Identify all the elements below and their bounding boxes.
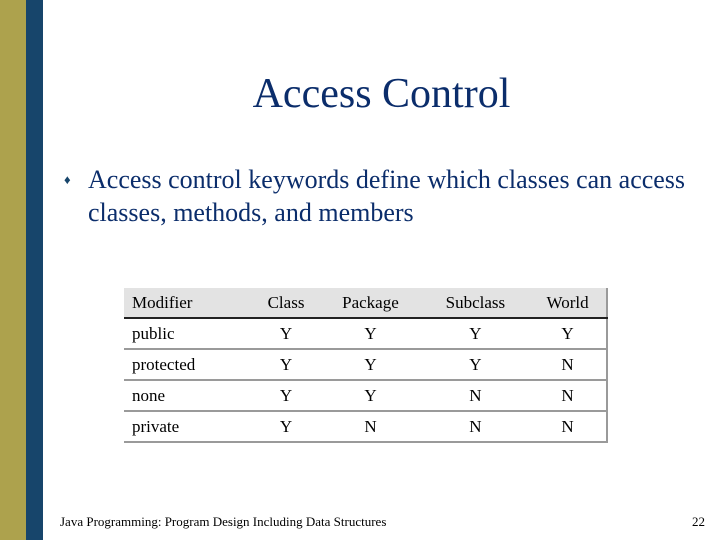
modifier-cell: protected [124,349,253,380]
table-cell: Y [319,380,421,411]
header-cell: Class [253,288,320,318]
table-cell: Y [319,318,421,349]
table-header-row [124,288,607,318]
slide-title: Access Control [252,71,511,117]
table-cell: Y [253,318,320,349]
left-olive-bar [0,0,26,540]
header-cell: Package [319,288,421,318]
table-cell: N [319,411,421,442]
table-cell: N [529,349,607,380]
page-number: 22 [692,514,705,529]
table-row [124,318,607,349]
modifier-cell: none [124,380,253,411]
bullet-text: Access control keywords define which classes can access classes, methods, and members [88,165,686,227]
table-cell: N [422,380,530,411]
table-row [124,380,607,411]
table-cell: Y [529,318,607,349]
table-cell: Y [422,318,530,349]
table-cell: N [422,411,530,442]
left-navy-bar [26,0,43,540]
modifier-cell: private [124,411,253,442]
table-cell: Y [253,349,320,380]
header-cell: Subclass [422,288,530,318]
table-cell: Y [253,380,320,411]
table-row [124,411,607,442]
table-cell: Y [319,349,421,380]
table-cell: N [529,411,607,442]
slide-footer: Java Programming: Program Design Including Data Structures [60,514,387,529]
header-cell: Modifier [124,288,253,318]
modifier-cell: public [124,318,253,349]
table-row [124,349,607,380]
header-cell: World [529,288,607,318]
access-table [124,288,608,443]
table-cell: Y [253,411,320,442]
bullet-icon: ♦ [64,172,71,187]
table-cell: N [529,380,607,411]
table-cell: Y [422,349,530,380]
